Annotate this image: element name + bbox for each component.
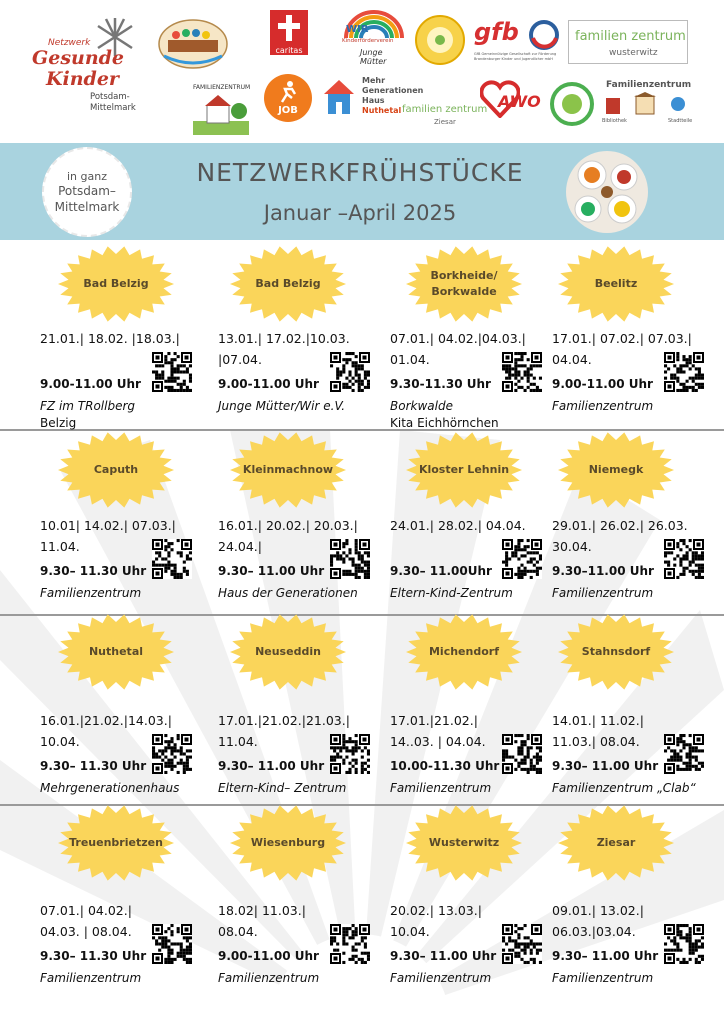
town-burst	[556, 803, 676, 883]
qr-code[interactable]	[152, 924, 192, 964]
qr-code[interactable]	[330, 924, 370, 964]
town-name: Kleinmachnow	[242, 463, 334, 476]
kita-boat-logo	[158, 18, 228, 70]
qr-code-icon[interactable]	[152, 924, 192, 964]
event-location: Familienzentrum	[218, 971, 320, 985]
netzwerk-label: Netzwerk	[48, 38, 91, 48]
town-burst	[404, 430, 524, 510]
qr-code-icon[interactable]	[664, 352, 704, 392]
town-name: Wusterwitz	[428, 836, 500, 849]
qr-code-icon[interactable]	[152, 352, 192, 392]
town-burst	[404, 803, 524, 883]
date-line: 17.01.| 07.02.| 07.03.|	[552, 331, 692, 346]
event-dates	[390, 515, 526, 536]
town-burst	[404, 244, 524, 324]
date-line: 04.04.	[552, 352, 592, 367]
town-burst	[56, 244, 176, 324]
kita-sun-logo	[414, 14, 466, 66]
event-time: 9.30– 11.00Uhr	[390, 564, 492, 578]
qr-code[interactable]	[330, 352, 370, 392]
house-tree-icon	[193, 91, 249, 135]
qr-code-icon[interactable]	[330, 352, 370, 392]
badge-line1: in ganz	[67, 169, 107, 183]
qr-code[interactable]	[152, 539, 192, 579]
event-location: Eltern-Kind-Zentrum	[390, 586, 513, 600]
mutter-label: Mütter	[360, 57, 387, 66]
wir-label: WIR	[346, 24, 369, 35]
town-burst	[556, 244, 676, 324]
wir-logo	[342, 10, 406, 68]
qr-code[interactable]	[502, 734, 542, 774]
event-location: Familienzentrum „Clab“	[552, 781, 696, 795]
town-burst	[228, 244, 348, 324]
job-logo	[264, 74, 312, 122]
date-line: 10.01| 14.02.| 07.03.|	[40, 518, 176, 533]
event-time: 9.30– 11.00 Uhr	[218, 759, 325, 773]
date-line: 06.03.|03.04.	[552, 924, 636, 939]
qr-code-icon[interactable]	[664, 924, 704, 964]
event-location: Junge Mütter/Wir e.V.	[218, 399, 346, 413]
green-round-logo	[550, 82, 594, 126]
town-name: Caputh	[93, 463, 139, 476]
event-dates	[552, 900, 644, 942]
gfb-logo	[474, 18, 564, 64]
date-line: 08.04.	[218, 924, 258, 939]
qr-code-icon[interactable]	[152, 734, 192, 774]
town-name: Treuenbrietzen	[69, 836, 163, 849]
date-line: 11.04.	[218, 734, 258, 749]
gfb-desc: GfB Gemeinnützige Gesellschaft zur Förderung Brandenburger Kinder und Jugendlicher mbH	[474, 52, 557, 61]
qr-code-icon[interactable]	[502, 352, 542, 392]
event-dates	[390, 710, 486, 752]
date-line: 07.01.| 04.02.|	[40, 903, 132, 918]
town-name: Neuseddin	[255, 645, 321, 658]
date-line: 13.01.| 17.02.|10.03.	[218, 331, 350, 346]
qr-code-icon[interactable]	[330, 924, 370, 964]
town-burst	[556, 430, 676, 510]
event-time: 9.00-11.00 Uhr	[552, 377, 653, 391]
event-location-detail: Kita Eichhörnchen	[390, 416, 499, 430]
badge-line3: Mittelmark	[54, 199, 120, 214]
date-line: 21.01.| 18.02. |18.03.|	[40, 331, 180, 346]
date-line: 24.01.| 28.02.| 04.04.	[390, 518, 526, 533]
mgh-l2: Generationen	[362, 86, 424, 95]
event-location: Familienzentrum	[40, 586, 142, 600]
page-subtitle: Januar –April 2025	[263, 201, 457, 225]
qr-code[interactable]	[502, 539, 542, 579]
event-time: 9.30– 11.30 Uhr	[40, 564, 147, 578]
town-burst	[228, 803, 348, 883]
town-burst	[404, 612, 524, 692]
date-line: 16.01.| 20.02.| 20.03.|	[218, 518, 358, 533]
mgh-l3: Haus	[362, 96, 385, 105]
breakfast-plates-icon	[566, 151, 648, 233]
page-title: NETZWERKFRÜHSTÜCKE	[196, 158, 524, 187]
event-time: 9.30–11.00 Uhr	[552, 564, 654, 578]
event-location: Haus der Generationen	[218, 586, 358, 600]
netzwerk-gesunde-kinder-logo	[28, 14, 148, 114]
event-dates	[40, 328, 180, 349]
date-line: 10.04.	[40, 734, 80, 749]
event-time: 9.30– 11.00 Uhr	[552, 759, 659, 773]
fz-right-logo	[602, 80, 693, 128]
qr-code-icon[interactable]	[664, 734, 704, 774]
qr-code-icon[interactable]	[502, 734, 542, 774]
event-location: Familienzentrum	[552, 399, 654, 413]
qr-code-icon[interactable]	[330, 539, 370, 579]
town-name: Wiesenburg	[250, 836, 326, 849]
event-dates	[390, 900, 482, 942]
qr-code[interactable]	[152, 352, 192, 392]
title-banner	[0, 143, 724, 240]
badge-line2: Potsdam–	[58, 183, 116, 198]
date-line: 11.04.	[40, 539, 80, 554]
town-burst	[228, 430, 348, 510]
event-location: Familienzentrum	[552, 586, 654, 600]
date-line: 16.01.|21.02.|14.03.|	[40, 713, 172, 728]
event-location: Mehrgenerationenhaus	[40, 781, 180, 795]
event-time: 9.30– 11.00 Uhr	[552, 949, 659, 963]
event-time: 10.00-11.30 Uhr	[390, 759, 500, 773]
junge-label: Junge	[360, 48, 383, 57]
date-line: 30.04.	[552, 539, 592, 554]
date-line: |07.04.	[218, 352, 262, 367]
date-line: 14.01.| 11.02.|	[552, 713, 644, 728]
kinder-label: Kinder	[46, 68, 119, 90]
town-name: Ziesar	[596, 836, 636, 849]
runner-icon	[276, 80, 300, 104]
qr-code-icon[interactable]	[502, 924, 542, 964]
mittelmark-label: Mittelmark	[90, 103, 136, 113]
event-location: Familienzentrum	[390, 781, 492, 795]
event-dates	[40, 900, 132, 942]
awo-label: AWO	[498, 92, 541, 111]
qr-code[interactable]	[664, 734, 704, 774]
qr-code-icon[interactable]	[330, 734, 370, 774]
fz-ziesar-name: familien zentrum	[402, 104, 488, 115]
qr-code[interactable]	[502, 352, 542, 392]
town-burst	[56, 803, 176, 883]
date-line: 04.03. | 08.04.	[40, 924, 132, 939]
fz-ziesar-loc: Ziesar	[434, 118, 456, 126]
fz-small-logo	[193, 84, 249, 136]
town-name: Bad Belzig	[83, 277, 149, 290]
date-line: 17.01.|21.02.|21.03.|	[218, 713, 350, 728]
event-dates	[218, 900, 306, 942]
awo-logo	[480, 80, 540, 124]
fz-right-title: Familienzentrum	[606, 80, 692, 90]
fz-right-illustration	[602, 92, 690, 118]
qr-code[interactable]	[330, 539, 370, 579]
caritas-label: caritas	[270, 46, 308, 55]
wir-sub-label: Kinderförderverein	[342, 38, 394, 44]
town-burst	[228, 612, 348, 692]
caritas-cross-icon	[270, 10, 308, 46]
town-burst	[556, 612, 676, 692]
mgh-l4: Nuthetal	[362, 106, 402, 115]
date-line: 20.02.| 13.03.|	[390, 903, 482, 918]
event-time: 9.30-11.30 Uhr	[390, 377, 491, 391]
qr-code[interactable]	[152, 734, 192, 774]
fz-right-a: Bibliothek	[602, 118, 627, 124]
qr-code-icon[interactable]	[502, 539, 542, 579]
event-dates	[552, 710, 644, 752]
qr-code[interactable]	[330, 734, 370, 774]
event-time: 9.00-11.00 Uhr	[40, 377, 141, 391]
event-time: 9.30– 11.00 Uhr	[218, 564, 325, 578]
date-line: 14..03. | 04.04.	[390, 734, 486, 749]
event-location-detail: Belzig	[40, 416, 77, 430]
qr-code[interactable]	[664, 352, 704, 392]
breakfast-photo	[566, 151, 648, 233]
event-location: Familienzentrum	[390, 971, 492, 985]
qr-code[interactable]	[502, 924, 542, 964]
job-label: JOB	[278, 105, 298, 116]
event-time: 9.30– 11.30 Uhr	[40, 759, 147, 773]
fz-wusterwitz-name: familien zentrum	[575, 29, 686, 44]
town-burst	[56, 430, 176, 510]
qr-code-icon[interactable]	[152, 539, 192, 579]
event-time: 9.30– 11.00 Uhr	[390, 949, 497, 963]
date-line: 10.04.	[390, 924, 430, 939]
town-name: Borkheide/ Borkwalde	[430, 269, 498, 298]
town-name: Niemegk	[588, 463, 644, 476]
fz-wusterwitz-logo	[568, 20, 688, 64]
qr-code[interactable]	[664, 924, 704, 964]
fz-wusterwitz-loc: wusterwitz	[609, 48, 658, 58]
date-line: 09.01.| 13.02.|	[552, 903, 644, 918]
date-line: 18.02| 11.03.|	[218, 903, 306, 918]
mgh-l1: Mehr	[362, 76, 386, 85]
gfb-label: gfb	[474, 18, 519, 46]
logo-header	[0, 0, 724, 143]
town-name: Beelitz	[594, 277, 638, 290]
region-badge	[42, 147, 132, 237]
date-line: 01.04.	[390, 352, 430, 367]
town-name: Michendorf	[428, 645, 499, 658]
town-name: Kloster Lehnin	[418, 463, 510, 476]
date-line: 29.01.| 26.02.| 26.03.	[552, 518, 688, 533]
potsdam-label: Potsdam-	[90, 92, 130, 102]
town-name: Stahnsdorf	[581, 645, 651, 658]
event-location: Familienzentrum	[40, 971, 142, 985]
event-location: Borkwalde	[390, 399, 453, 413]
fz-ziesar-logo	[402, 104, 486, 132]
event-time: 9.30– 11.30 Uhr	[40, 949, 147, 963]
town-name: Nuthetal	[88, 645, 144, 658]
town-burst	[56, 612, 176, 692]
event-location: Eltern-Kind– Zentrum	[218, 781, 347, 795]
gfb-swirl-icon	[528, 20, 560, 50]
town-name: Bad Belzig	[255, 277, 321, 290]
event-location: FZ im TRollberg	[40, 399, 136, 413]
event-location: Familienzentrum	[552, 971, 654, 985]
date-line: 24.04.|	[218, 539, 262, 554]
date-line: 07.01.| 04.02.|04.03.|	[390, 331, 526, 346]
caritas-logo	[270, 10, 310, 60]
qr-code-icon[interactable]	[664, 539, 704, 579]
gesunde-label: Gesunde	[32, 47, 125, 69]
event-time: 9.00-11.00 Uhr	[218, 949, 319, 963]
event-time: 9.00-11.00 Uhr	[218, 377, 319, 391]
fz-right-b: Stadtteile	[668, 118, 693, 124]
qr-code[interactable]	[664, 539, 704, 579]
date-line: 17.01.|21.02.|	[390, 713, 478, 728]
date-line: 11.03.| 08.04.	[552, 734, 640, 749]
fz-small-label: FAMILIENZENTRUM	[193, 84, 251, 91]
mgh-house-icon	[322, 76, 356, 116]
